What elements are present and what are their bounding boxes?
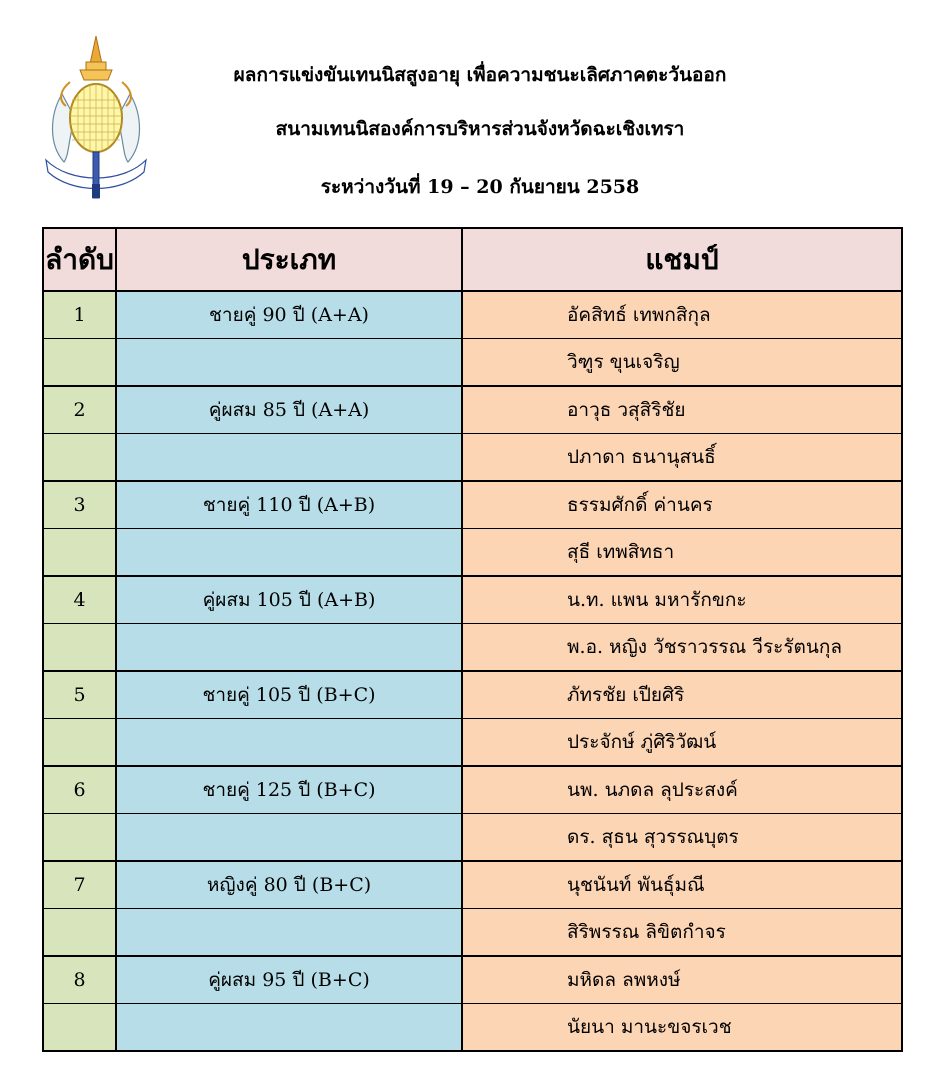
rank-cell-empty <box>43 909 116 957</box>
table-row <box>43 909 902 957</box>
rank-cell-empty <box>43 434 116 482</box>
category-cell-empty <box>116 1004 462 1052</box>
champion-cell: สิริพรรณ ลิขิตกำจร <box>462 909 902 957</box>
rank-cell-empty <box>43 529 116 577</box>
champion-cell: พ.อ. หญิง วัชราวรรณ วีระรัตนกุล <box>462 624 902 672</box>
champion-cell: น.ท. แพน มหารักขกะ <box>462 576 902 624</box>
table-row <box>43 529 902 577</box>
table-row <box>43 1004 902 1052</box>
venue-title: สนามเทนนิสองค์การบริหารส่วนจังหวัดฉะเชิงเทรา <box>275 118 685 140</box>
rank-cell-empty <box>43 814 116 862</box>
category-cell: ชายคู่ 110 ปี (A+B) <box>116 481 462 529</box>
champion-cell: วิฑูร ขุนเจริญ <box>462 339 902 387</box>
rank-cell-empty <box>43 719 116 767</box>
champion-cell: อัคสิทธ์ เทพกสิกุล <box>462 291 902 339</box>
category-cell: ชายคู่ 90 ปี (A+A) <box>116 291 462 339</box>
category-header: ประเภท <box>116 228 462 291</box>
champion-cell: นุชนันท์ พันธุ์มณี <box>462 861 902 909</box>
table-row <box>43 339 902 387</box>
champion-cell: สุธี เทพสิทธา <box>462 529 902 577</box>
category-cell: คู่ผสม 105 ปี (A+B) <box>116 576 462 624</box>
table-row <box>43 481 902 529</box>
rank-cell: 7 <box>43 861 116 909</box>
rank-cell-empty <box>43 624 116 672</box>
category-cell-empty <box>116 339 462 387</box>
champion-header: แชมป์ <box>462 228 902 291</box>
table-row <box>43 291 902 339</box>
champion-cell: มหิดล ลพหงษ์ <box>462 956 902 1004</box>
rank-cell: 8 <box>43 956 116 1004</box>
champion-cell: ปภาดา ธนานุสนธิ์ <box>462 434 902 482</box>
table-row <box>43 576 902 624</box>
category-cell-empty <box>116 434 462 482</box>
category-cell: หญิงคู่ 80 ปี (B+C) <box>116 861 462 909</box>
champion-cell: ประจักษ์ ภู่ศิริวัฒน์ <box>462 719 902 767</box>
table-row <box>43 386 902 434</box>
category-cell-empty <box>116 814 462 862</box>
category-cell-empty <box>116 909 462 957</box>
table-row <box>43 434 902 482</box>
champion-cell: ภัทรชัย เปียศิริ <box>462 671 902 719</box>
category-cell-empty <box>116 719 462 767</box>
table-row <box>43 814 902 862</box>
date-range: ระหว่างวันที่ 19 – 20 กันยายน 2558 <box>320 176 640 198</box>
champion-cell: อาวุธ วสุสิริชัย <box>462 386 902 434</box>
category-cell: ชายคู่ 125 ปี (B+C) <box>116 766 462 814</box>
table-row <box>43 719 902 767</box>
table-row <box>43 956 902 1004</box>
table-header-row <box>43 228 902 291</box>
results-table <box>42 227 903 1052</box>
category-cell-empty <box>116 529 462 577</box>
rank-header: ลำดับ <box>43 228 116 291</box>
table-row <box>43 624 902 672</box>
champion-cell: ธรรมศักดิ์ ค่านคร <box>462 481 902 529</box>
rank-cell: 1 <box>43 291 116 339</box>
rank-cell: 6 <box>43 766 116 814</box>
rank-cell: 3 <box>43 481 116 529</box>
category-cell: คู่ผสม 85 ปี (A+A) <box>116 386 462 434</box>
rank-cell: 2 <box>43 386 116 434</box>
rank-cell: 4 <box>43 576 116 624</box>
table-row <box>43 766 902 814</box>
table-row <box>43 861 902 909</box>
tennis-association-emblem-icon <box>40 34 152 200</box>
table-row <box>43 671 902 719</box>
category-cell: ชายคู่ 105 ปี (B+C) <box>116 671 462 719</box>
category-cell-empty <box>116 624 462 672</box>
rank-cell: 5 <box>43 671 116 719</box>
rank-cell-empty <box>43 1004 116 1052</box>
rank-cell-empty <box>43 339 116 387</box>
champion-cell: นัยนา มานะขจรเวช <box>462 1004 902 1052</box>
champion-cell: ดร. สุธน สุวรรณบุตร <box>462 814 902 862</box>
category-cell: คู่ผสม 95 ปี (B+C) <box>116 956 462 1004</box>
report-title: ผลการแข่งขันเทนนิสสูงอายุ เพื่อความชนะเลิศภาคตะวันออก <box>233 64 727 86</box>
champion-cell: นพ. นภดล ลุประสงค์ <box>462 766 902 814</box>
